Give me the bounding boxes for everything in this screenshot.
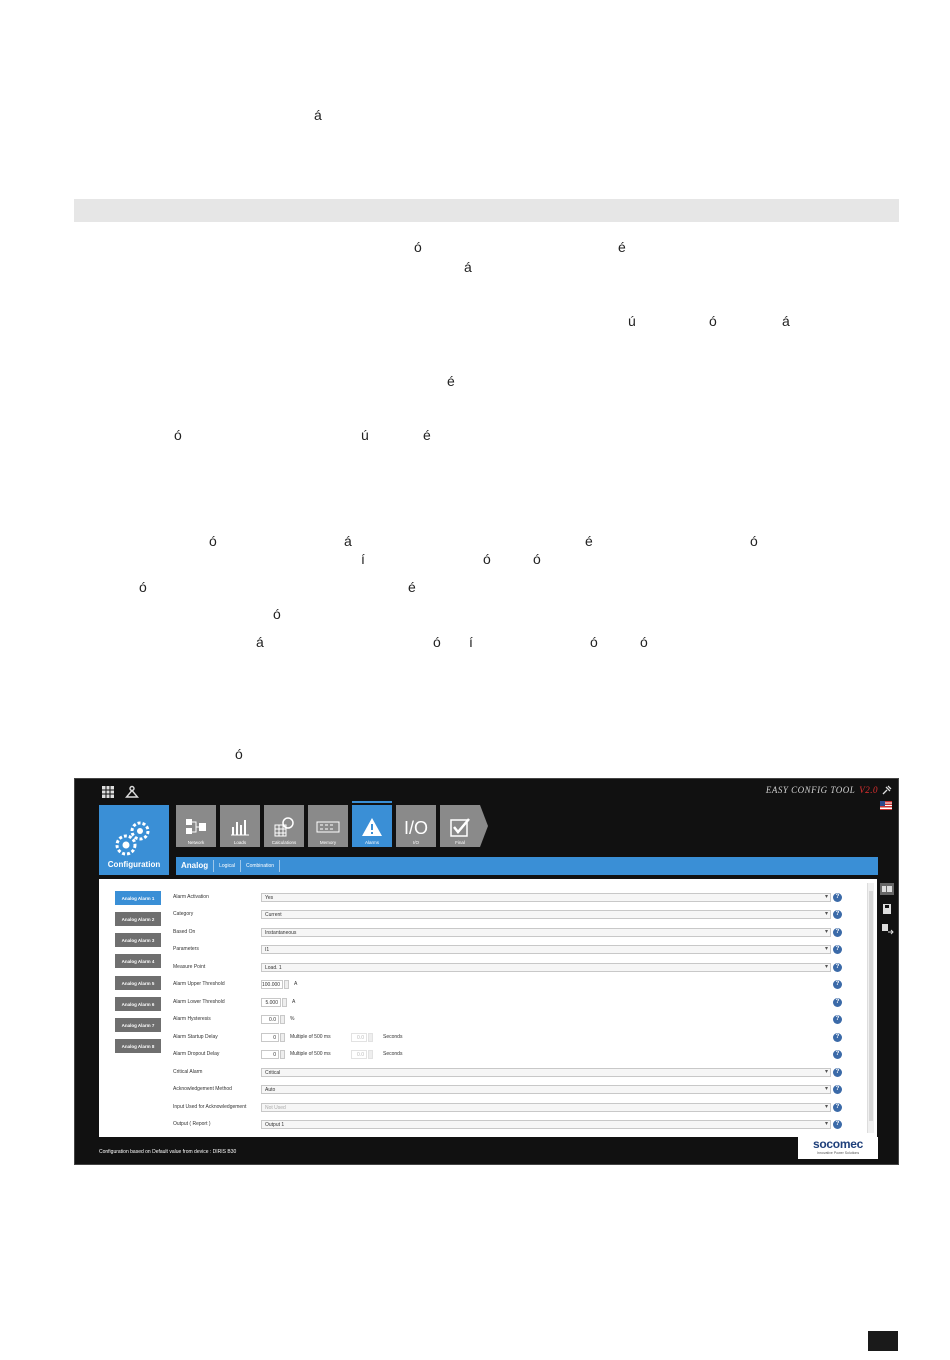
dropout-delay-seconds-input: 0.0 <box>351 1050 367 1059</box>
app-brand <box>766 785 892 795</box>
hysteresis-unit: % <box>290 1016 295 1022</box>
easy-config-tool-window <box>74 778 899 1165</box>
device-view-icon[interactable] <box>880 883 894 895</box>
tab-loads-label: Loads <box>233 840 247 845</box>
upper-threshold-input[interactable]: 100.000 <box>261 980 283 989</box>
output-row <box>173 1119 840 1131</box>
startup-delay-seconds-input: 0.0 <box>351 1033 367 1042</box>
ack-method-label: Acknowledgement Method <box>173 1086 232 1092</box>
based-on-row <box>173 927 840 939</box>
alarm-type-subnav <box>176 857 878 875</box>
top-toolbar <box>101 785 139 799</box>
startup-delay-label: Alarm Startup Delay <box>173 1034 218 1040</box>
analog-alarm-7-button[interactable]: Analog Alarm 7 <box>115 1018 161 1032</box>
analog-alarm-4-button[interactable]: Analog Alarm 4 <box>115 954 161 968</box>
ack-method-select[interactable]: Auto ▾ <box>261 1085 831 1094</box>
configuration-tile[interactable] <box>99 805 169 875</box>
hysteresis-spinner[interactable] <box>280 1015 285 1024</box>
subtab-analog[interactable]: Analog <box>176 860 214 872</box>
help-icon[interactable]: ? <box>833 963 842 972</box>
critical-alarm-select[interactable]: Critical ▾ <box>261 1068 831 1077</box>
tab-memory[interactable] <box>308 805 348 847</box>
tab-memory-label: Memory <box>319 840 337 845</box>
measure-point-label: Measure Point <box>173 964 206 970</box>
category-row <box>173 909 840 921</box>
ack-method-row <box>173 1084 840 1096</box>
brand-name: EASY CONFIG TOOL <box>765 785 856 795</box>
page-number-tab <box>868 1331 898 1351</box>
help-icon[interactable]: ? <box>833 1120 842 1129</box>
tab-loads[interactable] <box>220 805 260 847</box>
text-fragment: ó <box>139 579 147 595</box>
dropout-delay-input[interactable]: 0 <box>261 1050 279 1059</box>
measure-point-row <box>173 962 840 974</box>
help-icon[interactable]: ? <box>833 1015 842 1024</box>
text-fragment: á <box>464 259 472 275</box>
alarm-activation-label: Alarm Activation <box>173 894 209 900</box>
text-fragment: á <box>256 634 264 650</box>
dropout-delay-seconds-label: Seconds <box>383 1051 403 1057</box>
help-icon[interactable]: ? <box>833 980 842 989</box>
text-fragment: ó <box>640 634 648 650</box>
text-fragment: é <box>585 533 593 549</box>
help-icon[interactable]: ? <box>833 1050 842 1059</box>
analog-alarm-5-button[interactable]: Analog Alarm 5 <box>115 976 161 990</box>
socomec-logo-name: socomec <box>813 1137 863 1151</box>
startup-delay-row <box>173 1032 840 1044</box>
scrollbar-thumb[interactable] <box>869 891 873 1121</box>
alarm-settings-panel <box>99 879 877 1137</box>
help-icon[interactable]: ? <box>833 1033 842 1042</box>
text-fragment: ó <box>433 634 441 650</box>
parameters-select[interactable]: I1 ▾ <box>261 945 831 954</box>
text-fragment: é <box>447 373 455 389</box>
dropout-delay-unit: Multiple of 500 ms <box>290 1051 331 1057</box>
ack-input-label: Input Used for Acknowledgement <box>173 1104 247 1110</box>
text-fragment: é <box>423 427 431 443</box>
help-icon[interactable]: ? <box>833 1103 842 1112</box>
startup-delay-spinner[interactable] <box>280 1033 285 1042</box>
gears-icon <box>112 819 156 857</box>
text-fragment: ú <box>361 427 369 443</box>
measure-point-select[interactable]: Load. 1 ▾ <box>261 963 831 972</box>
help-icon[interactable]: ? <box>833 893 842 902</box>
us-flag-icon[interactable] <box>880 801 892 810</box>
lower-threshold-row <box>173 997 840 1009</box>
network-icon <box>185 817 207 837</box>
main-tabs <box>176 805 480 847</box>
text-fragment: á <box>782 313 790 329</box>
parameters-row <box>173 944 840 956</box>
critical-alarm-row <box>173 1067 840 1079</box>
io-icon <box>403 817 429 837</box>
grid-menu-icon[interactable] <box>101 785 115 799</box>
upper-threshold-label: Alarm Upper Threshold <box>173 981 225 987</box>
dropout-delay-label: Alarm Dropout Delay <box>173 1051 220 1057</box>
analog-alarm-8-button[interactable]: Analog Alarm 8 <box>115 1039 161 1053</box>
hysteresis-input[interactable]: 0.0 <box>261 1015 279 1024</box>
subtab-combination[interactable]: Combination <box>241 860 280 872</box>
text-fragment: á <box>344 533 352 549</box>
dropout-delay-row <box>173 1049 840 1061</box>
text-fragment: ó <box>235 746 243 762</box>
tab-calculations[interactable] <box>264 805 304 847</box>
text-fragment: ó <box>273 606 281 622</box>
side-toolbar <box>880 883 894 935</box>
text-fragment: í <box>469 634 473 650</box>
help-icon[interactable]: ? <box>833 910 842 919</box>
critical-alarm-label: Critical Alarm <box>173 1069 203 1075</box>
text-fragment: í <box>361 551 365 567</box>
configuration-label: Configuration <box>107 860 161 869</box>
based-on-label: Based On <box>173 929 196 935</box>
category-label: Category <box>173 911 194 917</box>
ack-input-row <box>173 1102 840 1114</box>
connection-plug-icon[interactable] <box>882 785 892 795</box>
text-fragment: ó <box>209 533 217 549</box>
checkmark-icon <box>449 817 471 837</box>
lower-threshold-spinner[interactable] <box>282 998 287 1007</box>
help-icon[interactable]: ? <box>833 945 842 954</box>
text-fragment: ú <box>628 313 636 329</box>
socomec-logo <box>798 1137 878 1159</box>
tab-network-label: Network <box>187 840 205 845</box>
help-icon[interactable]: ? <box>833 928 842 937</box>
hysteresis-label: Alarm Hysteresis <box>173 1016 211 1022</box>
upper-threshold-spinner[interactable] <box>284 980 289 989</box>
section-heading-bar <box>74 199 899 222</box>
lower-threshold-input[interactable]: 5.000 <box>261 998 281 1007</box>
tab-final[interactable] <box>440 805 480 847</box>
analog-alarm-1-button[interactable]: Analog Alarm 1 <box>115 891 161 905</box>
dropout-delay-spinner[interactable] <box>280 1050 285 1059</box>
alarm-activation-row <box>173 892 840 904</box>
startup-delay-seconds-label: Seconds <box>383 1034 403 1040</box>
text-fragment: á <box>314 107 322 123</box>
alarm-warning-icon <box>361 817 383 837</box>
startup-delay-seconds-spinner <box>368 1033 373 1042</box>
socomec-logo-tagline: Innovative Power Solutions <box>816 1151 860 1155</box>
lower-threshold-label: Alarm Lower Threshold <box>173 999 225 1005</box>
alarm-activation-select[interactable]: Yes ▾ <box>261 893 831 902</box>
analog-alarm-2-button[interactable]: Analog Alarm 2 <box>115 912 161 926</box>
loads-icon <box>229 817 251 837</box>
tab-alarms[interactable] <box>352 805 392 847</box>
upper-threshold-unit: A <box>294 981 298 987</box>
help-icon[interactable]: ? <box>833 1085 842 1094</box>
subtab-logical[interactable]: Logical <box>214 860 241 872</box>
dropout-delay-seconds-spinner <box>368 1050 373 1059</box>
help-icon[interactable]: ? <box>833 998 842 1007</box>
memory-icon <box>316 817 340 837</box>
parameters-label: Parameters <box>173 946 199 952</box>
tab-final-label: Final <box>455 840 465 845</box>
tab-io[interactable] <box>396 805 436 847</box>
startup-delay-input[interactable]: 0 <box>261 1033 279 1042</box>
tab-calculations-label: Calculations <box>271 840 297 845</box>
text-fragment: ó <box>590 634 598 650</box>
status-text: Configuration based on Default value from device : DIRIS B30 <box>99 1149 237 1155</box>
text-fragment: ó <box>483 551 491 567</box>
send-to-device-icon[interactable] <box>880 923 894 935</box>
upper-threshold-row <box>173 979 840 991</box>
output-select[interactable]: Output 1 ▾ <box>261 1120 831 1129</box>
tab-io-label: I/O <box>412 840 419 845</box>
text-fragment: ó <box>709 313 717 329</box>
text-fragment: é <box>408 579 416 595</box>
text-fragment: ó <box>174 427 182 443</box>
panel-scrollbar[interactable] <box>867 883 874 1133</box>
text-fragment: é <box>618 239 626 255</box>
brand-version: V2.0 <box>859 785 878 795</box>
tab-alarms-label: Alarms <box>364 840 379 845</box>
calculations-icon <box>273 817 295 837</box>
home-hanger-icon[interactable] <box>125 785 139 799</box>
svg-text:I/O: I/O <box>404 818 429 837</box>
output-label: Output ( Report ) <box>173 1121 211 1127</box>
startup-delay-unit: Multiple of 500 ms <box>290 1034 331 1040</box>
analog-alarm-3-button[interactable]: Analog Alarm 3 <box>115 933 161 947</box>
text-fragment: ó <box>750 533 758 549</box>
text-fragment: ó <box>414 239 422 255</box>
text-fragment: ó <box>533 551 541 567</box>
category-select[interactable]: Current ▾ <box>261 910 831 919</box>
analog-alarm-6-button[interactable]: Analog Alarm 6 <box>115 997 161 1011</box>
ack-input-select: Not Used ▾ <box>261 1103 831 1112</box>
help-icon[interactable]: ? <box>833 1068 842 1077</box>
based-on-select[interactable]: Instantaneous ▾ <box>261 928 831 937</box>
tab-network[interactable] <box>176 805 216 847</box>
hysteresis-row <box>173 1014 840 1026</box>
lower-threshold-unit: A <box>292 999 296 1005</box>
save-icon[interactable] <box>880 903 894 915</box>
